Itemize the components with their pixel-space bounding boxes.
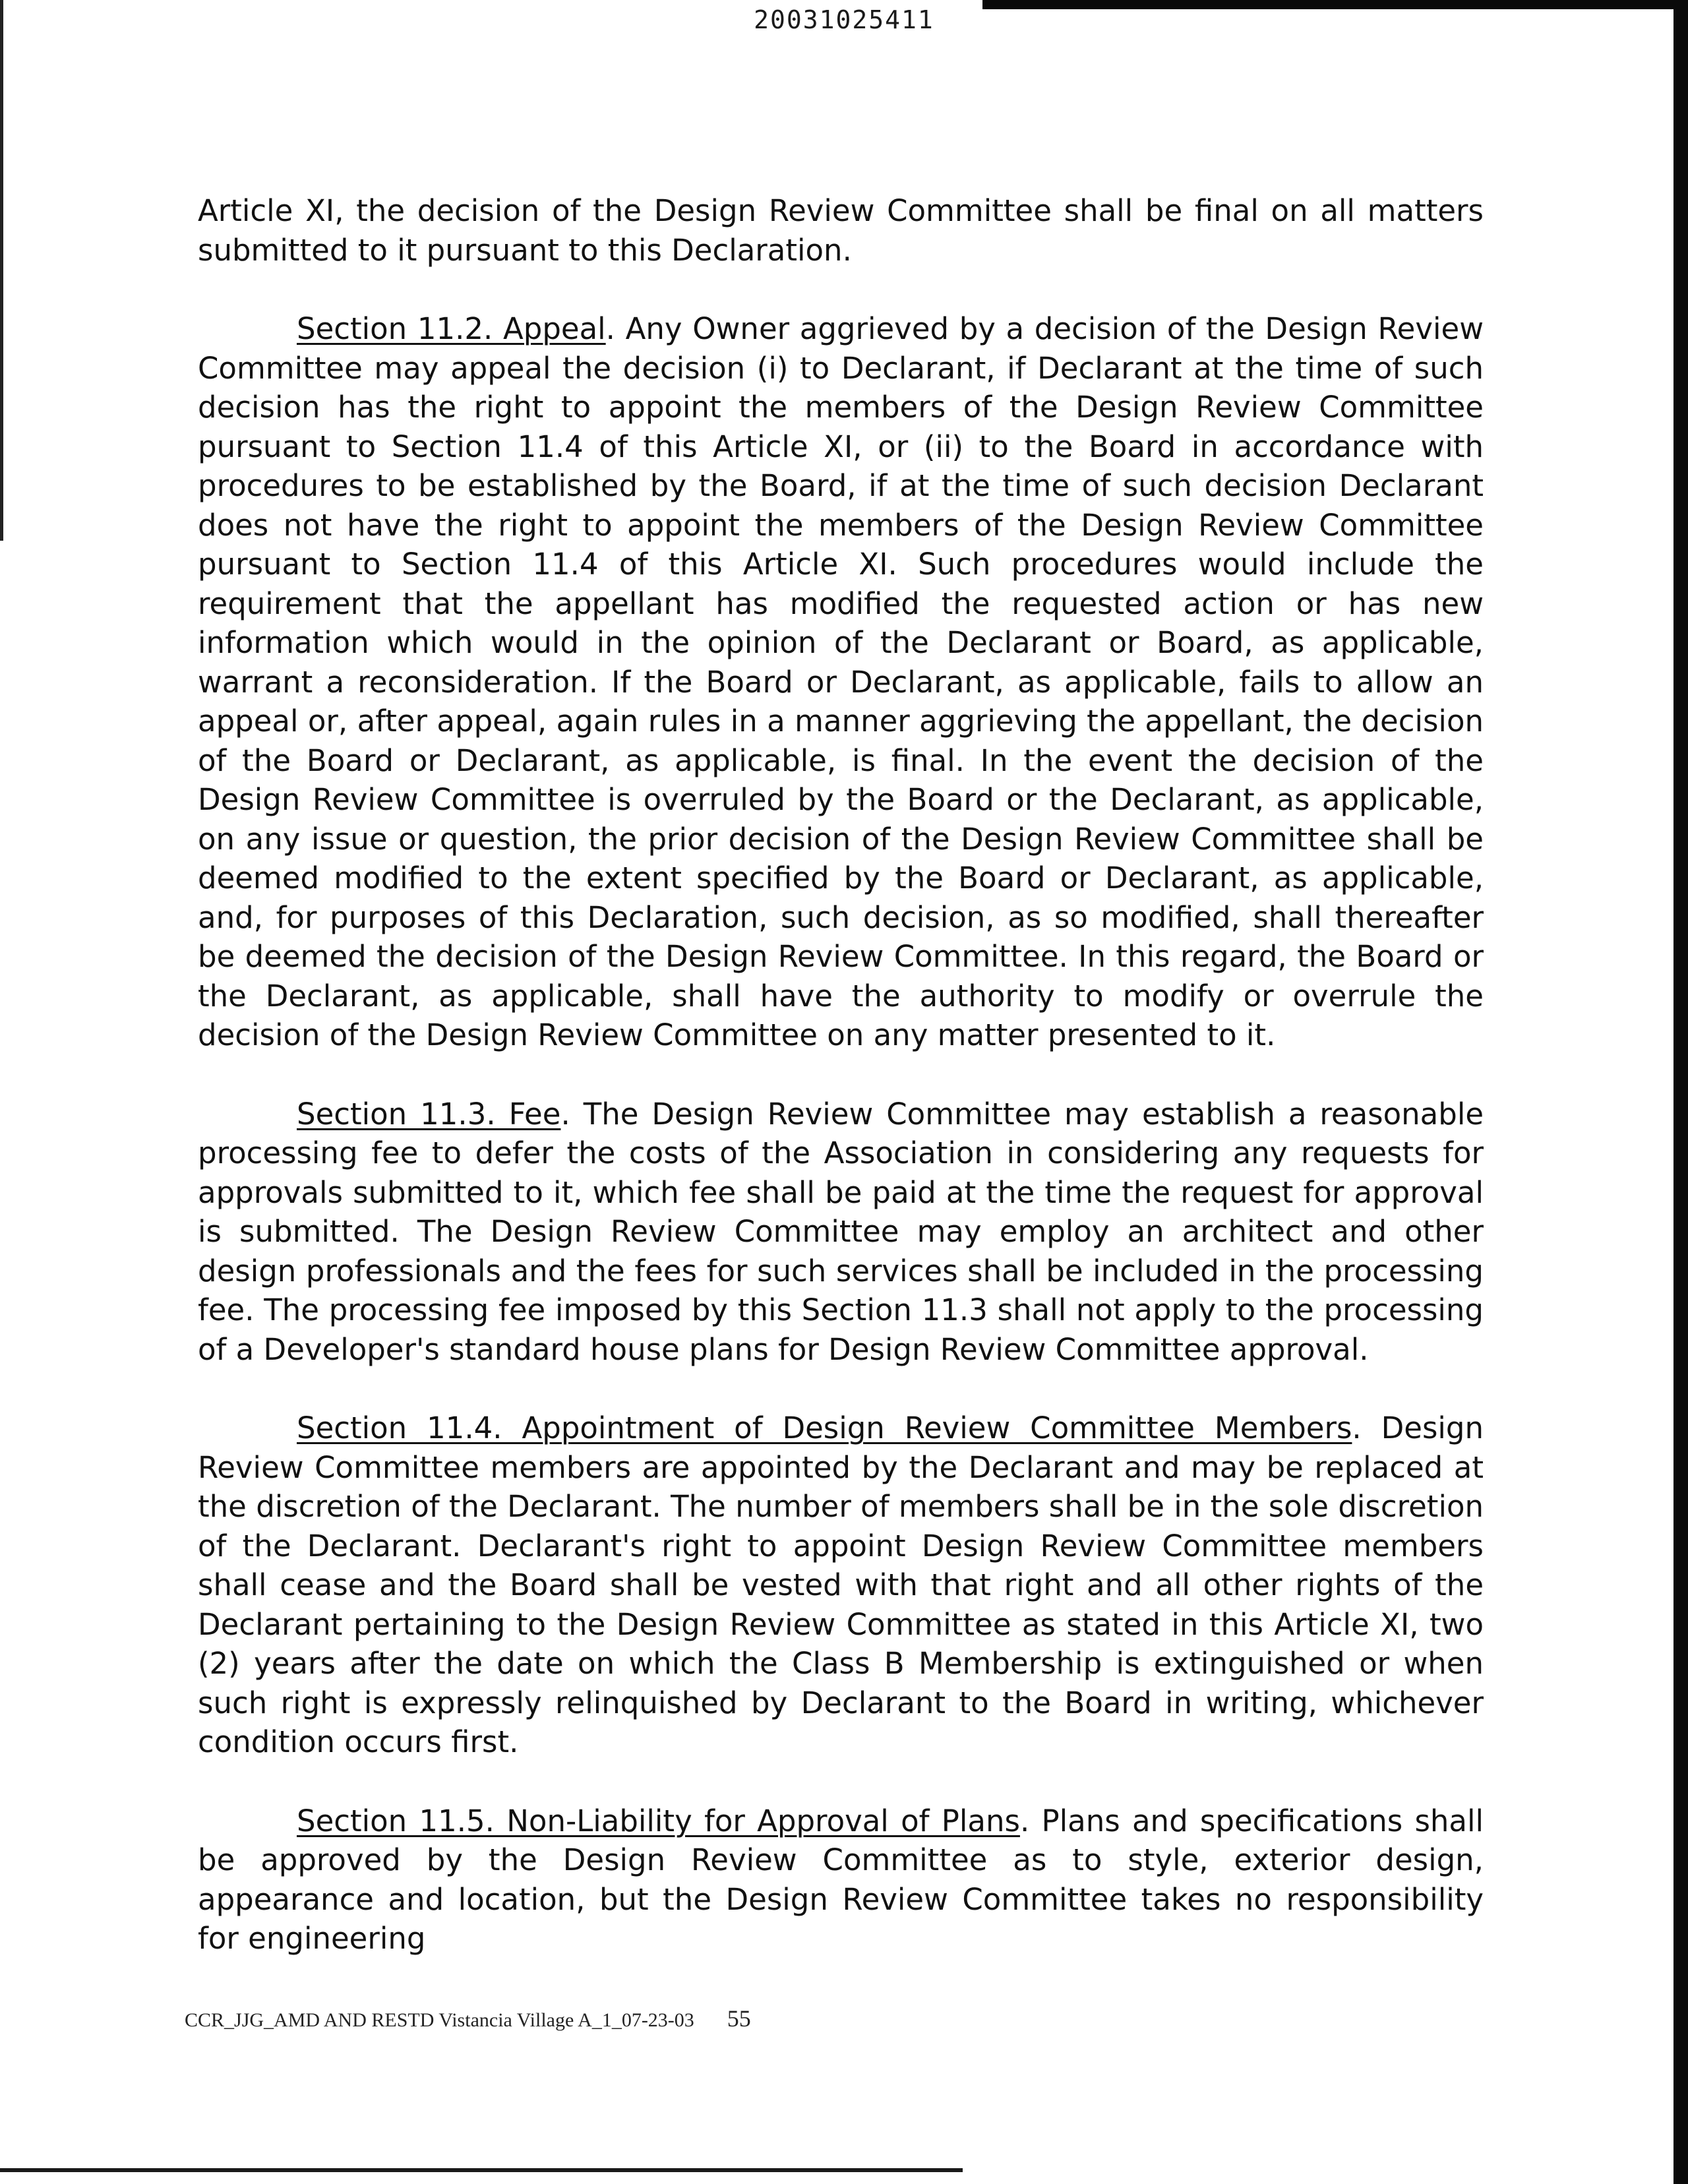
section-heading-appointment: Section 11.4. Appointment of Design Review Committee Members: [297, 1410, 1352, 1445]
document-body: [198, 191, 1484, 1958]
scan-border-bottom: [0, 2168, 963, 2172]
page-number: 55: [727, 2005, 751, 2032]
scan-border-left: [0, 0, 3, 541]
section-heading-fee: Section 11.3. Fee: [297, 1096, 561, 1132]
paragraph-section-11-5: [198, 1802, 1484, 1958]
paragraph-text: Article XI, the decision of the Design Review Committee shall be final on all matters submitted to it pursuant to this Declaration.: [198, 193, 1484, 268]
section-heading-appeal: Section 11.2. Appeal: [297, 311, 606, 346]
paragraph-text: . Plans and specifications shall be approved by the Design Review Committee as to style, exterior design, appearance and location, but the Design Review Committee takes no responsibility for engineering: [198, 1803, 1484, 1956]
paragraph-section-11-2: [198, 309, 1484, 1055]
footer-file-reference: CCR_JJG_AMD AND RESTD Vistancia Village A_1_07-23-03: [185, 2009, 694, 2031]
paragraph-text: . Any Owner aggrieved by a decision of the Design Review Committee may appeal the decision (i) to Declarant, if Declarant at the time of such decision has the right to appoint the members of the Design Review Committee pursuant to Section 11.4 of this Article XI, or (ii) to the Board in accordance with procedures to be established by the Board, if at the time of such decision Declarant does not have the right to appoint the members of the Design Review Committee pursuant to Section 11.4 of this Article XI. Such procedures would include the requirement that the appellant has modified the requested action or has new information which would in the opinion of the Declarant or Board, as applicable, warrant a reconsideration. If the Board or Declarant, as applicable, fails to allow an appeal or, after appeal, again rules in a manner aggrieving the appellant, the decision of the Board or Declarant, as applicable, is final. In the event the decision of the Design Review Committee is overruled by the Board or the Declarant, as applicable, on any issue or question, the prior decision of the Design Review Committee shall be deemed modified to the extent specified by the Board or Declarant, as applicable, and, for purposes of this Declaration, such decision, as so modified, shall thereafter be deemed the decision of the Design Review Committee. In this regard, the Board or the Declarant, as applicable, shall have the authority to modify or overrule the decision of the Design Review Committee on any matter presented to it.: [198, 311, 1484, 1052]
paragraph-text: . The Design Review Committee may establish a reasonable processing fee to defer the costs of the Association in considering any requests for approvals submitted to it, which fee shall be paid at the time the request for approval is submitted. The Design Review Committee may employ an architect and other design professionals and the fees for such services shall be included in the processing fee. The processing fee imposed by this Section 11.3 shall not apply to the processing of a Developer's standard house plans for Design Review Committee approval.: [198, 1096, 1484, 1367]
section-heading-non-liability: Section 11.5. Non-Liability for Approval of Plans: [297, 1803, 1020, 1838]
paragraph-section-11-3: [198, 1095, 1484, 1370]
recording-number: 20031025411: [754, 5, 934, 34]
paragraph-section-11-4: [198, 1409, 1484, 1762]
page-footer: [185, 2005, 751, 2032]
scan-border-right: [1673, 0, 1688, 2184]
paragraph-article-xi-continuation: [198, 191, 1484, 270]
paragraph-text: . Design Review Committee members are appointed by the Declarant and may be replaced at the discretion of the Declarant. The number of members shall be in the sole discretion of the Declarant. Declarant's right to appoint Design Review Committee members shall cease and the Board shall be vested with that right and all other rights of the Declarant pertaining to the Design Review Committee as stated in this Article XI, two (2) years after the date on which the Class B Membership is extinguished or when such right is expressly relinquished by Declarant to the Board in writing, whichever condition occurs first.: [198, 1410, 1484, 1759]
